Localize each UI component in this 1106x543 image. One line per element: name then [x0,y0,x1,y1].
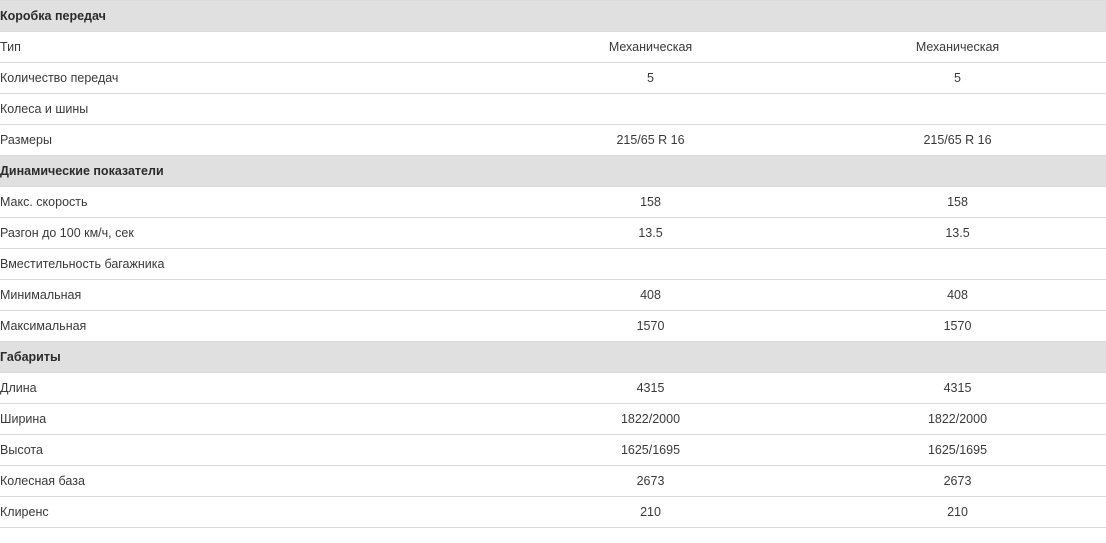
row-value-column-2: 1822/2000 [809,404,1106,435]
row-label: Количество передач [0,63,492,94]
table-row [0,435,1106,466]
section-title: Динамические показатели [0,156,1106,187]
row-value-column-1: 5 [492,63,809,94]
row-value-column-2: 158 [809,187,1106,218]
row-value-column-2: 4315 [809,373,1106,404]
row-value-column-1: 1570 [492,311,809,342]
row-value-column-1: 1822/2000 [492,404,809,435]
row-label: Макс. скорость [0,187,492,218]
table-row [0,280,1106,311]
row-value-column-2: 210 [809,497,1106,528]
section-title: Коробка передач [0,1,1106,32]
table-row [0,311,1106,342]
row-label: Разгон до 100 км/ч, сек [0,218,492,249]
row-label: Минимальная [0,280,492,311]
row-value-column-2: 215/65 R 16 [809,125,1106,156]
row-value-column-2: 1570 [809,311,1106,342]
row-value-column-2: 2673 [809,466,1106,497]
row-value-column-2: 1625/1695 [809,435,1106,466]
row-label: Размеры [0,125,492,156]
table-subheader-row [0,94,1106,125]
row-value-column-1: 4315 [492,373,809,404]
subheader-title: Вместительность багажника [0,249,1106,280]
row-label: Высота [0,435,492,466]
row-label: Клиренс [0,497,492,528]
row-value-column-1: 2673 [492,466,809,497]
row-value-column-1: 408 [492,280,809,311]
row-label: Колесная база [0,466,492,497]
table-row [0,218,1106,249]
table-section-row [0,156,1106,187]
section-title: Габариты [0,342,1106,373]
row-value-column-1: 1625/1695 [492,435,809,466]
table-section-row [0,1,1106,32]
row-value-column-2: 408 [809,280,1106,311]
row-value-column-1: 210 [492,497,809,528]
row-value-column-1: 13.5 [492,218,809,249]
table-row [0,63,1106,94]
table-row [0,404,1106,435]
table-row [0,466,1106,497]
table-section-row [0,342,1106,373]
row-label: Длина [0,373,492,404]
row-value-column-1: 215/65 R 16 [492,125,809,156]
table-row [0,32,1106,63]
row-value-column-1: Механическая [492,32,809,63]
row-value-column-2: 5 [809,63,1106,94]
specifications-table-body [0,1,1106,528]
row-value-column-1: 158 [492,187,809,218]
table-row [0,497,1106,528]
table-row [0,125,1106,156]
table-row [0,373,1106,404]
table-subheader-row [0,249,1106,280]
subheader-title: Колеса и шины [0,94,1106,125]
table-row [0,187,1106,218]
row-value-column-2: 13.5 [809,218,1106,249]
row-value-column-2: Механическая [809,32,1106,63]
row-label: Тип [0,32,492,63]
row-label: Максимальная [0,311,492,342]
row-label: Ширина [0,404,492,435]
